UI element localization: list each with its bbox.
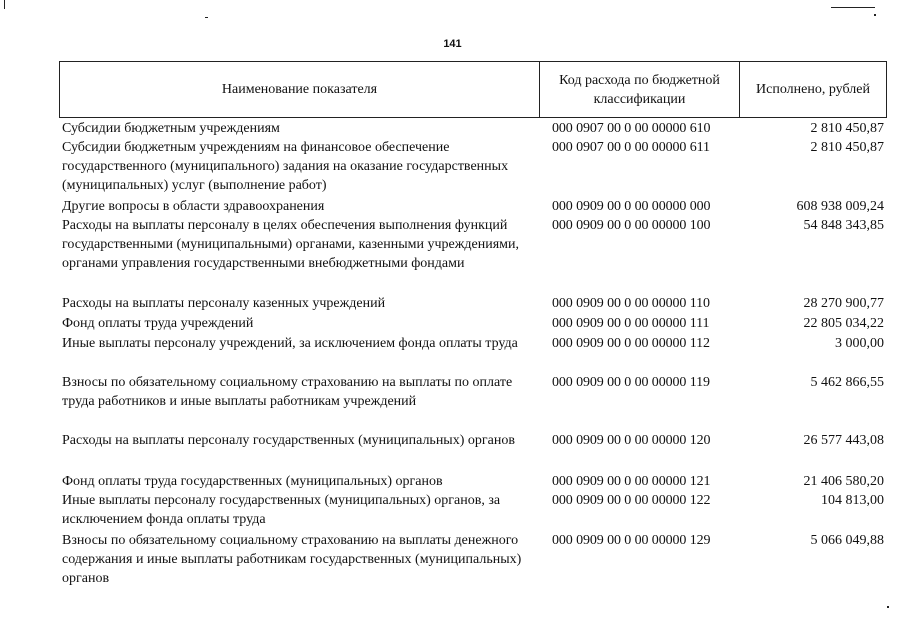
row-code: 000 0909 00 0 00 00000 112 bbox=[552, 336, 710, 351]
row-name: Иные выплаты персоналу учреждений, за исключением фонда оплаты труда bbox=[62, 336, 518, 351]
row-amount: 22 805 034,22 bbox=[803, 316, 884, 331]
row-name: Фонд оплаты труда учреждений bbox=[62, 316, 254, 331]
row-name: Расходы на выплаты персоналу государственных (муниципальных) органов bbox=[62, 433, 515, 448]
row-code: 000 0909 00 0 00 00000 120 bbox=[552, 433, 711, 448]
row-name: Другие вопросы в области здравоохранения bbox=[62, 199, 325, 214]
row-amount: 2 810 450,87 bbox=[810, 121, 884, 136]
row-amount: 5 462 866,55 bbox=[810, 375, 884, 390]
row-code: 000 0909 00 0 00 00000 100 bbox=[552, 218, 711, 233]
header-code: Код расхода по бюджетной классификации bbox=[540, 62, 740, 117]
row-code: 000 0909 00 0 00 00000 111 bbox=[552, 316, 710, 331]
row-name: Фонд оплаты труда государственных (муниципальных) органов bbox=[62, 474, 443, 489]
row-amount: 104 813,00 bbox=[821, 493, 884, 508]
row-code: 000 0909 00 0 00 00000 122 bbox=[552, 493, 711, 508]
page-number: 141 bbox=[443, 38, 462, 50]
row-amount: 2 810 450,87 bbox=[810, 140, 884, 155]
scan-mark-top bbox=[205, 17, 208, 18]
row-amount: 3 000,00 bbox=[835, 336, 884, 351]
row-name: Субсидии бюджетным учреждениям bbox=[62, 121, 280, 136]
header-amount: Исполнено, рублей bbox=[756, 82, 870, 97]
row-code: 000 0909 00 0 00 00000 000 bbox=[552, 199, 711, 214]
row-amount: 54 848 343,85 bbox=[803, 218, 884, 233]
row-code: 000 0909 00 0 00 00000 119 bbox=[552, 375, 710, 390]
row-name: Субсидии бюджетным учреждениям на финансовое обеспечение государственного (муниципального) задания на оказание государственных (муниципальных) услуг (выполнение работ) bbox=[62, 140, 509, 193]
row-name: Расходы на выплаты персоналу казенных учреждений bbox=[62, 296, 386, 311]
header-name: Наименование показателя bbox=[60, 62, 540, 117]
row-amount: 5 066 049,88 bbox=[810, 533, 884, 548]
row-amount: 26 577 443,08 bbox=[803, 433, 884, 448]
row-amount: 21 406 580,20 bbox=[803, 474, 884, 489]
row-code: 000 0907 00 0 00 00000 610 bbox=[552, 121, 711, 136]
table-header bbox=[59, 61, 887, 118]
scan-mark-top-right bbox=[831, 7, 875, 8]
row-code: 000 0909 00 0 00 00000 121 bbox=[552, 474, 711, 489]
scan-mark-left bbox=[4, 0, 5, 9]
row-code: 000 0907 00 0 00 00000 611 bbox=[552, 140, 710, 155]
row-code: 000 0909 00 0 00 00000 129 bbox=[552, 533, 711, 548]
row-name: Расходы на выплаты персоналу в целях обеспечения выполнения функций государственными (муниципальными) органами, казенными учреждениями, органами управления государственными внебюджетными фондами bbox=[62, 218, 519, 271]
scan-mark-bottom-right bbox=[887, 606, 889, 608]
row-code: 000 0909 00 0 00 00000 110 bbox=[552, 296, 710, 311]
row-name: Иные выплаты персоналу государственных (муниципальных) органов, за исключением фонда оплаты труда bbox=[62, 493, 501, 527]
row-amount: 28 270 900,77 bbox=[803, 296, 884, 311]
scan-mark-right bbox=[874, 14, 876, 16]
row-amount: 608 938 009,24 bbox=[796, 199, 884, 214]
row-name: Взносы по обязательному социальному страхованию на выплаты денежного содержания и иные выплаты работникам государственных (муниципальных) органов bbox=[62, 533, 522, 586]
row-name: Взносы по обязательному социальному страхованию на выплаты по оплате труда работников и иные выплаты работникам учреждений bbox=[62, 375, 513, 409]
